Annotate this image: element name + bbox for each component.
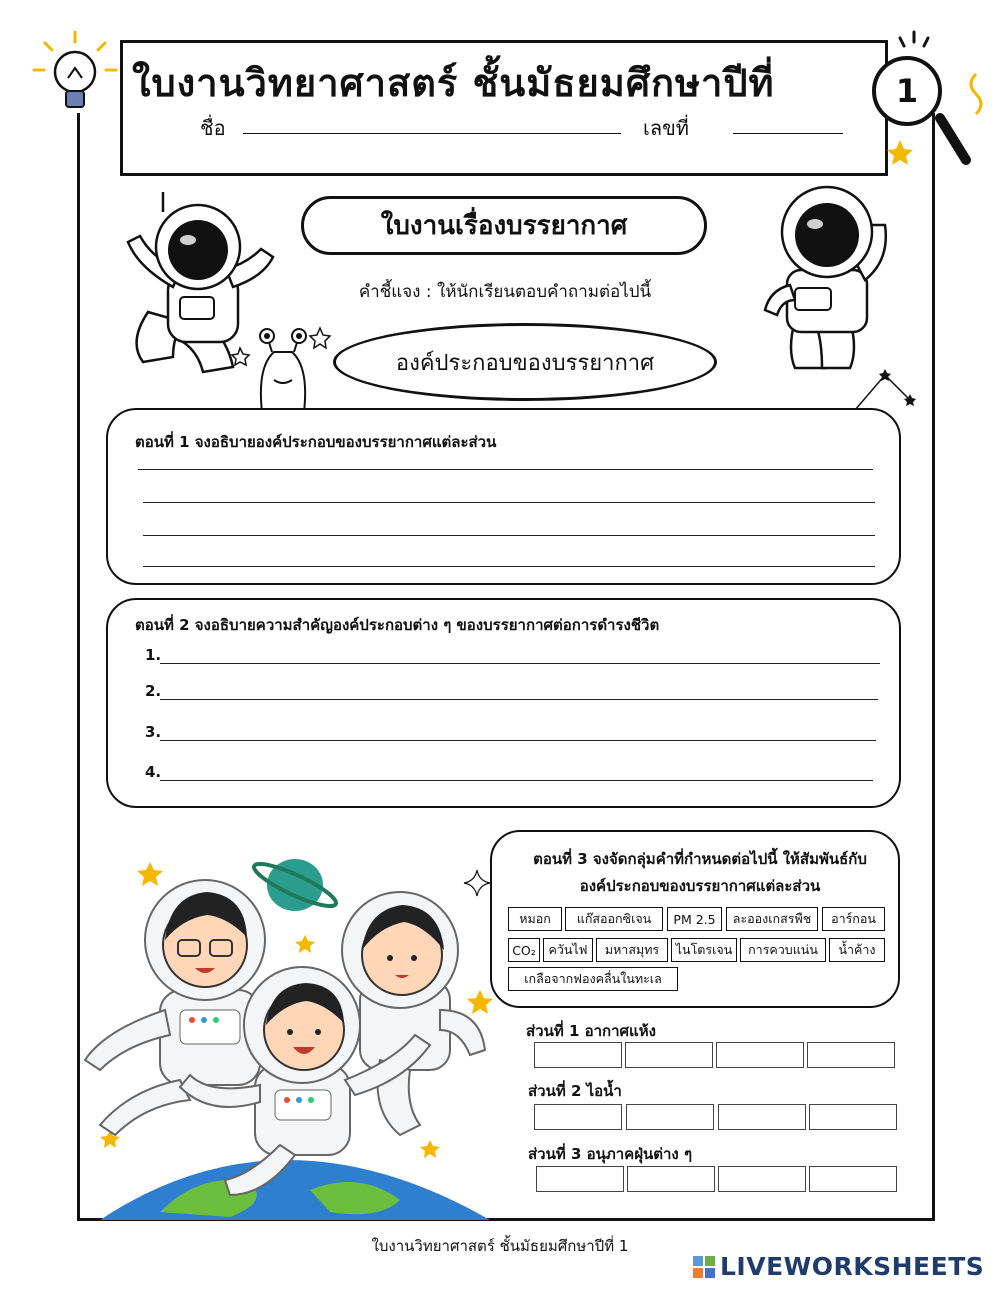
name-label: ชื่อ [200,116,226,140]
answer-line[interactable] [160,740,876,741]
section-3-title-line2: องค์ประกอบของบรรยากาศแต่ละส่วน [579,877,821,895]
word-chip[interactable]: CO₂ [508,938,540,962]
drop-box[interactable] [716,1042,804,1068]
word-chip[interactable]: การควบแน่น [740,938,826,962]
number-field[interactable] [733,133,843,134]
part-1-label: ส่วนที่ 1 อากาศแห้ง [526,1022,656,1040]
drop-box[interactable] [809,1104,897,1130]
number-label: เลขที่ [643,116,689,140]
drop-box[interactable] [718,1104,806,1130]
answer-line[interactable] [138,469,873,470]
subtopic-title: องค์ประกอบของบรรยากาศ [333,323,717,401]
section-1-title: ตอนที่ 1 จงอธิบายองค์ประกอบของบรรยากาศแต่ละส่วน [135,433,497,451]
answer-line[interactable] [160,780,873,781]
item-number: 1. [145,646,162,664]
word-chip[interactable]: หมอก [508,907,562,931]
drop-box[interactable] [809,1166,897,1192]
item-number: 2. [145,682,162,700]
answer-line[interactable] [160,663,880,664]
word-chip[interactable]: ไนโตรเจน [671,938,737,962]
worksheet-title: ใบงานวิทยาศาสตร์ ชั้นมัธยมศึกษาปีที่ [132,61,775,105]
section-2-title: ตอนที่ 2 จงอธิบายความสำคัญองค์ประกอบต่าง ๆ ของบรรยากาศต่อการดำรงชีวิต [135,616,660,634]
word-chip[interactable]: ละอองเกสรพืช [726,907,818,931]
word-chip[interactable]: ควันไฟ [543,938,593,962]
answer-line[interactable] [143,535,875,536]
topic-title: ใบงานเรื่องบรรยากาศ [301,196,707,255]
sparkle-icon [464,870,490,896]
drop-box[interactable] [534,1042,622,1068]
alien-illustration [232,322,332,412]
footer-text: ใบงานวิทยาศาสตร์ ชั้นมัธยมศึกษาปีที่ 1 [371,1237,629,1255]
section-3-title-line1: ตอนที่ 3 จงจัดกลุ่มคำที่กำหนดต่อไปนี้ ให้สัมพันธ์กับ [533,850,867,868]
brand-name[interactable]: LIVEWORKSHEETS [720,1252,985,1281]
astronaut-right-illustration [765,180,905,375]
drop-box[interactable] [718,1166,806,1192]
word-chip[interactable]: น้ำค้าง [829,938,885,962]
item-number: 4. [145,763,162,781]
lightbulb-icon [30,28,120,118]
drop-box[interactable] [807,1042,895,1068]
answer-line[interactable] [143,566,875,567]
liveworksheets-logo-icon [693,1256,715,1278]
drop-box[interactable] [627,1166,715,1192]
drop-box[interactable] [536,1166,624,1192]
word-chip[interactable]: เกลือจากฟองคลื่นในทะเล [508,967,678,991]
grade-number-badge: 1 [872,56,942,126]
item-number: 3. [145,723,162,741]
instruction-text: คำชี้แจง : ให้นักเรียนตอบคำถามต่อไปนี้ [358,282,652,302]
drop-box[interactable] [626,1104,714,1130]
part-2-label: ส่วนที่ 2 ไอน้ำ [528,1082,622,1100]
word-chip[interactable]: อาร์กอน [822,907,885,931]
drop-box[interactable] [534,1104,622,1130]
kids-astronauts-illustration [80,840,500,1220]
word-chip[interactable]: มหาสมุทร [596,938,668,962]
section-3-title [510,846,890,900]
name-field[interactable] [243,133,621,134]
part-3-label: ส่วนที่ 3 อนุภาคฝุ่นต่าง ๆ [528,1145,693,1163]
drop-box[interactable] [625,1042,713,1068]
word-chip[interactable]: PM 2.5 [667,907,722,931]
answer-line[interactable] [160,699,878,700]
word-chip[interactable]: แก๊สออกซิเจน [565,907,663,931]
answer-line[interactable] [143,502,875,503]
